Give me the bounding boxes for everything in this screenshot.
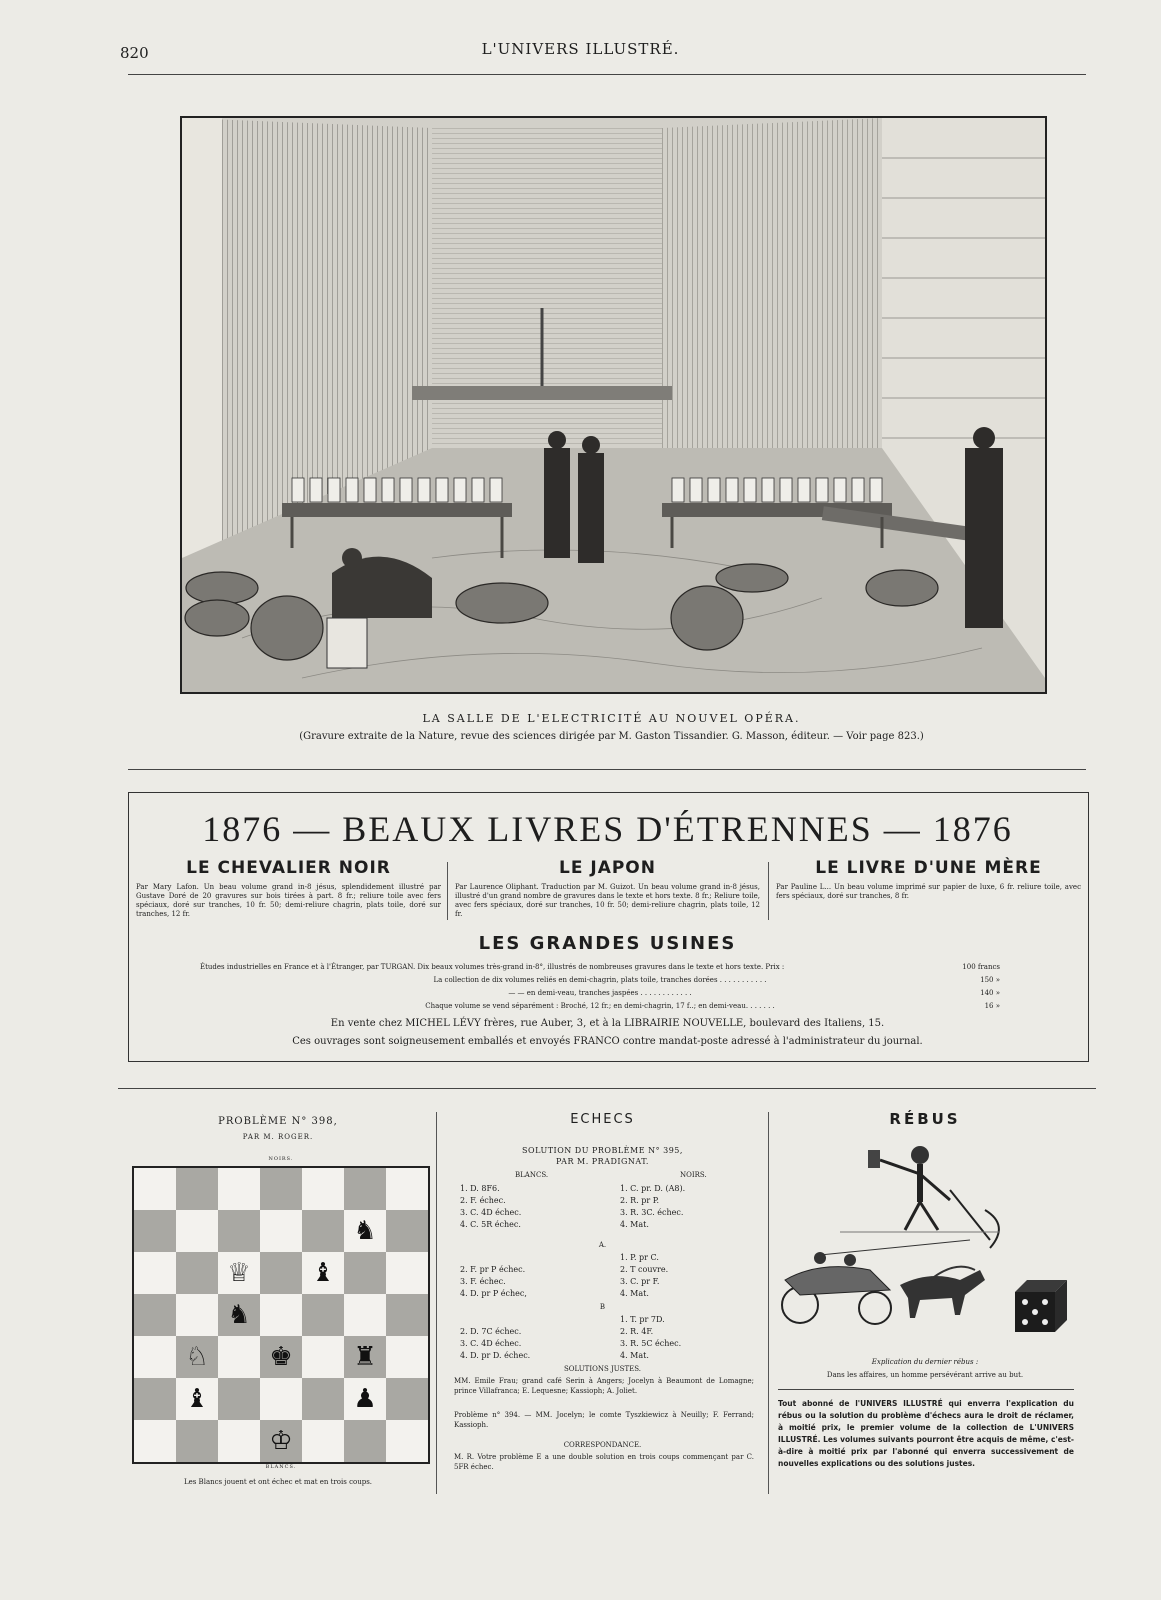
board-square: [176, 1252, 218, 1294]
board-square: [260, 1294, 302, 1336]
usines-line-price: 100 francs: [962, 963, 1000, 971]
chess-piece: ♝: [185, 1384, 209, 1414]
chess-piece: ♞: [353, 1216, 377, 1246]
usines-line-text: Chaque volume se vend séparément : Broché, 12 fr.; en demi-chagrin, 17 f..; en demi-veau. . . . . . .: [425, 1002, 775, 1010]
white-move: 3. C. 4D échec.: [460, 1208, 522, 1217]
white-move: 2. F. échec.: [460, 1196, 506, 1205]
board-square: [344, 1294, 386, 1336]
black-move: 4. Mat.: [620, 1220, 649, 1229]
rebus-rule: [778, 1389, 1074, 1390]
board-square: [134, 1168, 176, 1210]
solution-title: SOLUTION DU PROBLÈME N° 395,: [522, 1146, 683, 1155]
column-header-noirs: NOIRS.: [680, 1171, 707, 1179]
move-row: [460, 1326, 760, 1338]
solutions-justes-text: MM. Emile Frau; grand café Serin à Angers; Jocelyn à Beaumont de Lomagne; prince Villafranca; E. Lequesne; Kassioph; A. Joliet.: [454, 1377, 754, 1395]
usines-line: [200, 963, 1000, 971]
book-le-japon: [455, 858, 760, 919]
rebus-note: Tout abonné de l'UNIVERS ILLUSTRÉ qui enverra l'explication du rébus ou la solution du problème d'échecs aura le droit de réclamer, à moitié prix, le premier volume de la collection de L'UNIVERS ILLUSTRÉ. Les volumes suivants pourront être acquis de même, c'est-à-dire à moitié prix par l'abonné qui enverra successivement de nouvelles explications ou des solutions justes.: [778, 1399, 1074, 1468]
problem-394-text: Problème n° 394. — MM. Jocelyn; le comte Tyszkiewicz à Neuilly; F. Ferrand; Kassioph.: [454, 1411, 754, 1429]
move-row: [460, 1183, 760, 1195]
board-square: [344, 1168, 386, 1210]
board-square: [176, 1294, 218, 1336]
echecs-title: ECHECS: [570, 1112, 635, 1127]
board-square: [176, 1420, 218, 1462]
chess-piece: ♚: [269, 1342, 293, 1372]
board-top-label: NOIRS.: [268, 1156, 294, 1162]
board-square: [218, 1378, 260, 1420]
board-square: [386, 1294, 428, 1336]
board-square: [134, 1210, 176, 1252]
board-square: [134, 1294, 176, 1336]
rebus-title: RÉBUS: [889, 1110, 961, 1128]
book-title: LE LIVRE D'UNE MÈRE: [815, 858, 1042, 878]
board-square: [260, 1210, 302, 1252]
correspondance-title: CORRESPONDANCE.: [563, 1441, 642, 1449]
board-square: [134, 1420, 176, 1462]
rebus-explanation-text: Dans les affaires, un homme persévérant arrive au but.: [826, 1371, 1024, 1379]
usines-line-text: — — en demi-veau, tranches jaspées . . . . . . . . . . . .: [508, 989, 692, 997]
sale-line: En vente chez MICHEL LÉVY frères, rue Auber, 3, et à la LIBRAIRIE NOUVELLE, boulevard des Italiens, 15.: [330, 1018, 885, 1029]
board-square: [218, 1420, 260, 1462]
white-move: 2. F. pr P échec.: [460, 1265, 526, 1274]
usines-line: [200, 1002, 1000, 1010]
move-row: [460, 1338, 760, 1350]
board-square: [260, 1252, 302, 1294]
problem-title: PROBLÈME N° 398,: [218, 1116, 338, 1127]
header-rule: [128, 74, 1086, 75]
move-row: [460, 1314, 760, 1326]
solutions-justes-title: SOLUTIONS JUSTES.: [563, 1365, 642, 1373]
chess-piece: ♟: [353, 1384, 377, 1414]
white-move: 4. C. 5R échec.: [460, 1220, 521, 1229]
book-chevalier-noir: [136, 858, 441, 919]
problem-author: PAR M. ROGER.: [242, 1133, 314, 1141]
column-divider: [447, 862, 448, 920]
usines-line-price: 140 »: [980, 989, 1000, 997]
black-move: 4. Mat.: [620, 1289, 649, 1298]
usines-line-text: Études industrielles en France et à l'Étranger, par TURGAN. Dix beaux volumes très-grand in-8°, illustrés de nombreuses gravures dans le texte et hors texte. Prix :: [200, 963, 785, 971]
page-number: 820: [120, 44, 149, 62]
board-bottom-label: BLANCS.: [265, 1464, 297, 1470]
variation-a-label: A.: [598, 1241, 607, 1249]
board-square: [302, 1168, 344, 1210]
board-square: [386, 1378, 428, 1420]
column-divider: [436, 1112, 437, 1494]
section-rule: [118, 1088, 1096, 1089]
move-row: [460, 1288, 760, 1300]
black-move: 3. R. 5C échec.: [620, 1339, 682, 1348]
black-move: 1. C. pr. D. (A8).: [620, 1184, 686, 1193]
board-square: [386, 1252, 428, 1294]
board-square: [260, 1168, 302, 1210]
usines-line-text: La collection de dix volumes reliés en demi-chagrin, plats toile, tranches dorées . . . . . . . . . . .: [433, 976, 767, 984]
board-square: [176, 1168, 218, 1210]
board-square: [176, 1210, 218, 1252]
board-square: [344, 1252, 386, 1294]
board-square: [134, 1252, 176, 1294]
move-row: [460, 1219, 760, 1231]
problem-footer: Les Blancs jouent et ont échec et mat en trois coups.: [183, 1478, 373, 1486]
move-row: [460, 1195, 760, 1207]
solution-author: PAR M. PRADIGNAT.: [556, 1157, 649, 1166]
book-livre-mere: [776, 858, 1081, 901]
white-move: 3. F. échec.: [460, 1277, 506, 1286]
black-move: 4. Mat.: [620, 1351, 649, 1360]
column-divider: [768, 1112, 769, 1494]
move-row: [460, 1252, 760, 1264]
chess-piece: ♝: [311, 1258, 335, 1288]
usines-line: [200, 989, 1000, 997]
board-square: [386, 1210, 428, 1252]
usines-line: [200, 976, 1000, 984]
chess-piece: ♘: [185, 1342, 209, 1372]
rebus-illustration: [780, 1130, 1080, 1355]
ad-headline: 1876 — BEAUX LIVRES D'ÉTRENNES — 1876: [202, 809, 1013, 849]
board-square: [218, 1210, 260, 1252]
move-row: [460, 1264, 760, 1276]
journal-title: L'UNIVERS ILLUSTRÉ.: [481, 40, 680, 58]
move-row: [460, 1276, 760, 1288]
moves-variation-a: [460, 1252, 760, 1300]
chess-piece: ♜: [353, 1342, 377, 1372]
black-move: 3. R. 3C. échec.: [620, 1208, 684, 1217]
board-square: [302, 1378, 344, 1420]
move-row: [460, 1207, 760, 1219]
black-move: 2. T couvre.: [620, 1265, 669, 1274]
engraving-credit: (Gravure extraite de la Nature, revue des sciences dirigée par M. Gaston Tissandier. G. Masson, éditeur. — Voir page 823.): [299, 731, 924, 742]
column-divider: [768, 862, 769, 920]
usines-line-price: 16 »: [984, 1002, 1000, 1010]
board-square: [302, 1294, 344, 1336]
black-move: 2. R. pr P.: [620, 1196, 660, 1205]
white-move: 3. C. 4D échec.: [460, 1339, 522, 1348]
chess-piece: ♞: [227, 1300, 251, 1330]
board-square: [386, 1336, 428, 1378]
board-square: [386, 1420, 428, 1462]
board-square: [386, 1168, 428, 1210]
chess-piece: ♔: [269, 1426, 293, 1456]
usines-line-price: 150 »: [980, 976, 1000, 984]
board-square: [134, 1336, 176, 1378]
book-description: Par Pauline L... Un beau volume imprimé sur papier de luxe, 6 fr. reliure toile, avec fers spéciaux, doré sur tranches, 8 fr.: [776, 883, 1081, 900]
board-square: [302, 1210, 344, 1252]
book-title: LE JAPON: [559, 858, 656, 878]
board-square: [302, 1336, 344, 1378]
book-description: Par Laurence Oliphant. Traduction par M. Guizot. Un beau volume grand in-8 jésus, illustré d'un grand nombre de gravures dans le texte et hors texte. 8 fr.; Reliure toile, avec fers spéciaux, doré sur tranches, 10 fr. 50; demi-reliure chagrin, plats toile, 12 fr.: [455, 883, 760, 918]
rebus-explanation-label: Explication du dernier rébus :: [871, 1358, 979, 1366]
black-move: 1. P. pr C.: [620, 1253, 659, 1262]
board-square: [134, 1378, 176, 1420]
moves-main: [460, 1183, 760, 1231]
chessboard: [132, 1166, 430, 1464]
board-square: [218, 1168, 260, 1210]
white-move: 4. D. pr P échec,: [460, 1289, 527, 1298]
engraving-illustration: [180, 116, 1047, 694]
black-move: 2. R. 4F.: [620, 1327, 654, 1336]
book-title: LE CHEVALIER NOIR: [186, 858, 391, 878]
white-move: 1. D. 8F6.: [460, 1184, 500, 1193]
white-move: 4. D. pr D. échec.: [460, 1351, 531, 1360]
board-square: [302, 1420, 344, 1462]
black-move: 3. C. pr F.: [620, 1277, 660, 1286]
moves-variation-b: [460, 1314, 760, 1362]
engraving-caption: LA SALLE DE L'ELECTRICITÉ AU NOUVEL OPÉRA.: [422, 712, 801, 725]
board-square: [344, 1420, 386, 1462]
white-move: 2. D. 7C échec.: [460, 1327, 522, 1336]
board-square: [218, 1336, 260, 1378]
board-square: [260, 1378, 302, 1420]
move-row: [460, 1350, 760, 1362]
correspondance-text: M. R. Votre problème E a une double solution en trois coups commençant par C. 5FR échec.: [454, 1453, 754, 1471]
book-description: Par Mary Lafon. Un beau volume grand in-8 jésus, splendidement illustré par Gustave Doré de 20 gravures sur bois tirées à part. 8 fr.; reliure toile avec fers spéciaux, doré sur tranches, 10 fr. 50; demi-reliure chagrin, plats toile, doré sur tranches, 12 fr.: [136, 883, 441, 918]
shipping-line: Ces ouvrages sont soigneusement emballés et envoyés FRANCO contre mandat-poste adressé à l'administrateur du journal.: [292, 1036, 923, 1047]
chess-piece: ♕: [227, 1258, 251, 1288]
usines-title: LES GRANDES USINES: [478, 933, 737, 954]
column-header-blancs: BLANCS.: [515, 1171, 549, 1179]
section-rule: [128, 769, 1086, 770]
variation-b-label: B: [599, 1303, 606, 1311]
black-move: 1. T. pr 7D.: [620, 1315, 665, 1324]
